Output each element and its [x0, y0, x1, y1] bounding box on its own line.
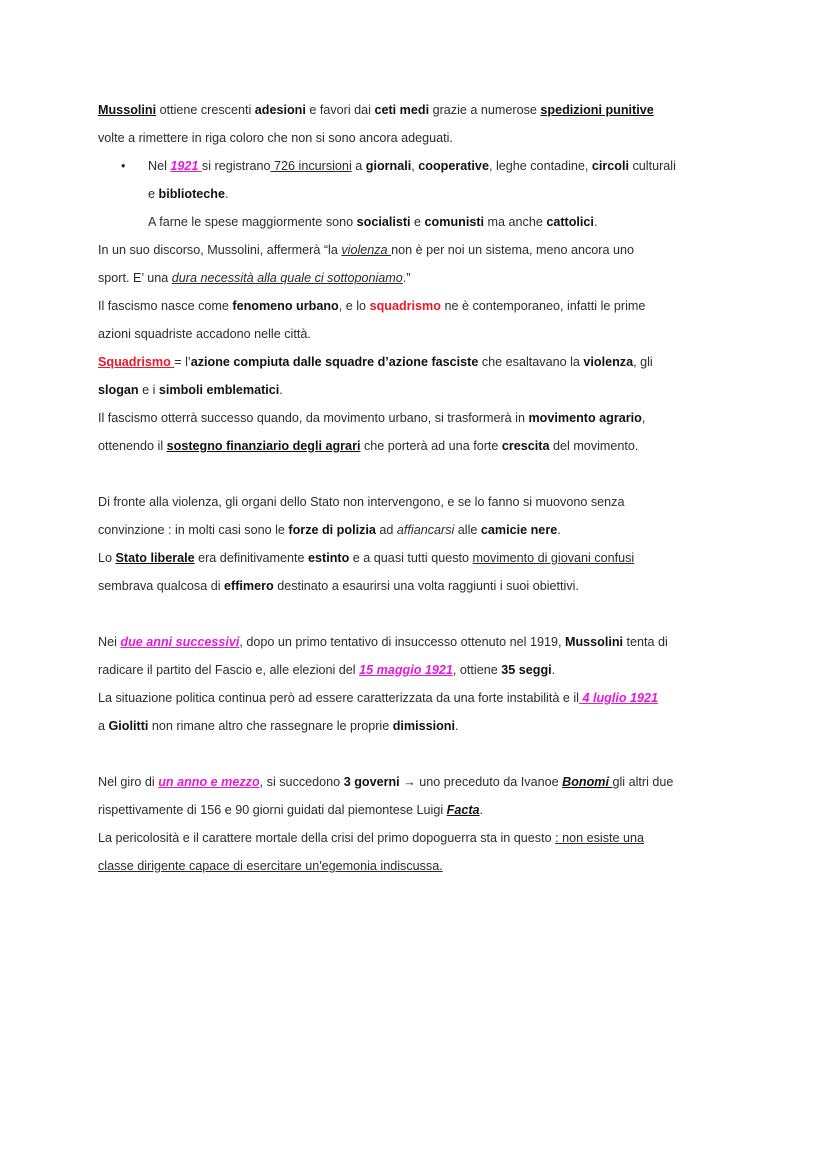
text-run: . [279, 383, 283, 397]
paragraph-line [98, 490, 738, 518]
text-run: Mussolini [564, 635, 624, 649]
text-run: , [411, 159, 419, 173]
text-run: forze di polizia [288, 523, 376, 537]
text-run: camicie nere [480, 523, 558, 537]
text-run: sostegno finanziario degli agrari [166, 439, 361, 453]
text-run: Facta [446, 803, 480, 817]
text-run: . [454, 719, 459, 733]
text-run: Bonomi [562, 775, 613, 789]
paragraph-line [98, 406, 738, 434]
text-run: 35 seggi [501, 663, 552, 677]
text-run: . [479, 803, 484, 817]
text-run: 4 luglio 1921 [578, 691, 659, 705]
text-run: . [551, 663, 556, 677]
text-run: = l’ [174, 355, 191, 369]
text-run: , leghe contadine, [488, 159, 592, 173]
paragraph-line [98, 238, 738, 266]
paragraph-line [98, 714, 738, 742]
text-run: comunisti [424, 215, 485, 229]
text-run: e [410, 215, 425, 229]
text-run: Lo [98, 551, 116, 565]
text-run: slogan [98, 383, 139, 397]
text-run: Nel [148, 159, 171, 173]
text-run: ottiene crescenti [156, 103, 255, 117]
text-run: .” [402, 271, 411, 285]
text-run: simboli emblematici [158, 383, 280, 397]
bullet-line [98, 154, 738, 182]
paragraph-line [98, 518, 738, 546]
text-run: Stato liberale [115, 551, 195, 565]
text-run: che porterà ad una forte [360, 439, 502, 453]
text-run: e a quasi tutti questo [349, 551, 473, 565]
text-run: crescita [501, 439, 550, 453]
text-run: adesioni [254, 103, 306, 117]
text-run: Il fascismo nasce come [98, 299, 233, 313]
paragraph-line [98, 434, 738, 462]
text-run: movimento agrario [528, 411, 642, 425]
text-run: , si succedono [259, 775, 344, 789]
text-run: socialisti [356, 215, 411, 229]
text-run: del movimento. [549, 439, 639, 453]
text-run: sembrava qualcosa di [98, 579, 225, 593]
paragraph-line [98, 826, 738, 854]
text-run: Mussolini [98, 103, 157, 117]
text-run: La pericolosità e il carattere mortale della crisi del primo dopoguerra sta in questo [98, 831, 556, 845]
text-run: destinato a esaurirsi una volta raggiunti i suoi obiettivi. [273, 579, 579, 593]
paragraph-line [98, 574, 738, 602]
text-run: violenza [341, 243, 392, 257]
text-run: dimissioni [392, 719, 455, 733]
paragraph-gap [98, 742, 738, 770]
text-run: ad [375, 523, 397, 537]
text-run: convinzione : in molti casi sono le [98, 523, 289, 537]
text-run: , ottiene [452, 663, 502, 677]
text-run: giornali [365, 159, 412, 173]
text-run: biblioteche [158, 187, 225, 201]
paragraph-line [98, 182, 738, 210]
text-run: azioni squadriste accadono nelle città. [98, 327, 311, 341]
paragraph-line [98, 350, 738, 378]
text-run: In un suo discorso, Mussolini, affermerà “la [98, 243, 342, 257]
text-run: ma anche [484, 215, 547, 229]
paragraph-line [98, 322, 738, 350]
text-run: effimero [224, 579, 274, 593]
text-run: non è per noi un sistema, meno ancora uno [391, 243, 635, 257]
text-run: estinto [308, 551, 350, 565]
text-run: si registrano [201, 159, 271, 173]
text-run: circoli [591, 159, 629, 173]
text-run: rispettivamente di 156 e 90 giorni guidati dal piemontese Luigi [98, 803, 447, 817]
text-run: dura necessità alla quale ci sottoponiamo [171, 271, 403, 285]
paragraph-gap [98, 602, 738, 630]
text-run: movimento di giovani confusi [472, 551, 635, 565]
text-run: volte a rimettere in riga coloro che non si sono ancora adeguati. [98, 131, 453, 145]
text-run: ottenendo il [98, 439, 167, 453]
paragraph-line [98, 630, 738, 658]
text-run: fenomeno urbano [232, 299, 339, 313]
paragraph-line [98, 658, 738, 686]
text-run: non rimane altro che rassegnare le proprie [148, 719, 393, 733]
text-run: cattolici [546, 215, 594, 229]
text-run: spedizioni punitive [540, 103, 654, 117]
text-run: era definitivamente [194, 551, 309, 565]
paragraph-line [98, 126, 738, 154]
document-body [98, 98, 738, 882]
text-run: a [351, 159, 366, 173]
text-run: culturali [629, 159, 676, 173]
text-run: grazie a numerose [429, 103, 541, 117]
text-run: ne è contemporaneo, infatti le prime [440, 299, 646, 313]
text-run: 15 maggio 1921 [359, 663, 453, 677]
paragraph-line [98, 266, 738, 294]
paragraph-line [98, 798, 738, 826]
text-run: . [593, 215, 598, 229]
text-run: . [225, 187, 229, 201]
text-run: La situazione politica continua però ad essere caratterizzata da una forte instabilità e il [98, 691, 579, 705]
text-run: 3 governi [343, 775, 400, 789]
text-run: 726 incursioni [270, 159, 352, 173]
paragraph-line [98, 854, 738, 882]
paragraph-line [98, 546, 738, 574]
text-run: Nei [98, 635, 121, 649]
text-run: due anni successivi [120, 635, 240, 649]
paragraph-line [98, 294, 738, 322]
text-run: Di fronte alla violenza, gli organi dello Stato non intervengono, e se lo fanno si muovono senza [98, 495, 625, 509]
text-run: 1921 [170, 159, 202, 173]
text-run: radicare il partito del Fascio e, alle elezioni del [98, 663, 360, 677]
text-run: a [98, 719, 109, 733]
paragraph-line [98, 770, 738, 798]
text-run: . [557, 523, 561, 537]
text-run: squadrismo [369, 299, 441, 313]
text-run: ceti medi [374, 103, 430, 117]
paragraph-gap [98, 462, 738, 490]
paragraph-line [98, 210, 738, 238]
text-run: Il fascismo otterrà successo quando, da movimento urbano, si trasformerà in [98, 411, 529, 425]
text-run: cooperative [418, 159, 489, 173]
text-run: e i [138, 383, 159, 397]
text-run: violenza [583, 355, 634, 369]
text-run: classe dirigente capace di esercitare un'egemonia indiscussa. [98, 859, 443, 873]
text-run: e [148, 187, 159, 201]
text-run: affiancarsi [396, 523, 455, 537]
text-run: azione compiuta dalle squadre d’azione fasciste [190, 355, 479, 369]
text-run: alle [454, 523, 481, 537]
paragraph-line [98, 98, 738, 126]
text-run: , gli [633, 355, 653, 369]
text-run: : non esiste una [555, 831, 645, 845]
text-run: Squadrismo [98, 355, 175, 369]
text-run: , dopo un primo tentativo di insuccesso ottenuto nel 1919, [239, 635, 565, 649]
text-run: Giolitti [108, 719, 149, 733]
text-run: che esaltavano la [478, 355, 584, 369]
text-run: sport. E’ una [98, 271, 172, 285]
text-run: , [641, 411, 646, 425]
bullet-icon: • [121, 159, 126, 173]
text-run: e favori dai [305, 103, 375, 117]
paragraph-line [98, 686, 738, 714]
text-run: → uno preceduto da Ivanoe [399, 775, 563, 789]
text-run: un anno e mezzo [158, 775, 260, 789]
text-run: Nel giro di [98, 775, 159, 789]
text-run: A farne le spese maggiormente sono [148, 215, 357, 229]
paragraph-line [98, 378, 738, 406]
text-run: , e lo [338, 299, 370, 313]
text-run: tenta di [623, 635, 668, 649]
text-run: gli altri due [612, 775, 674, 789]
